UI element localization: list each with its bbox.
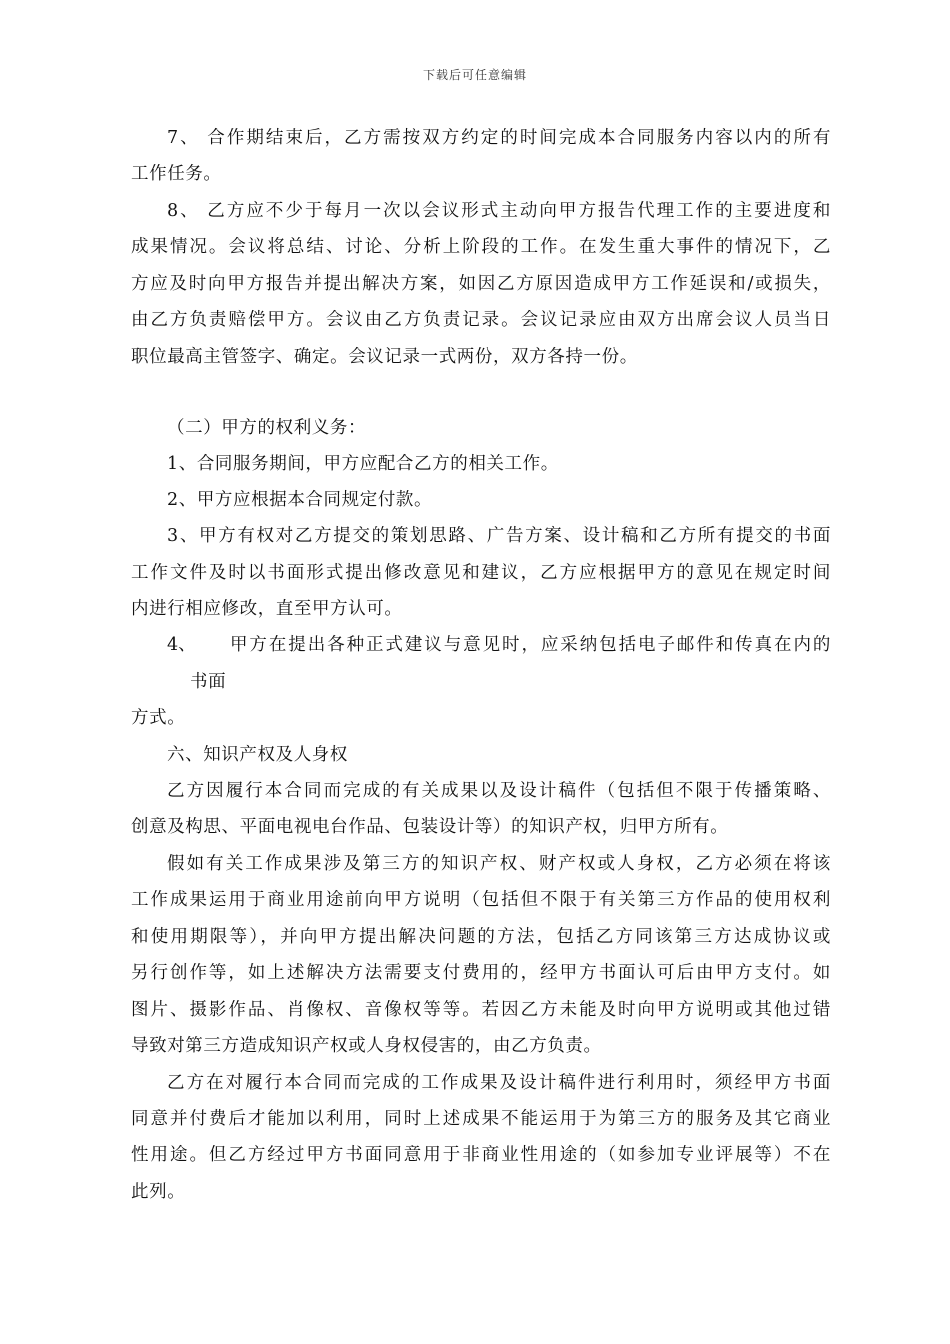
paragraph-line: 此列。 xyxy=(131,1182,186,1202)
paragraph-line: 另行创作等，如上述解决方法需要支付费用的，经甲方书面认可后由甲方支付。如 xyxy=(131,963,831,983)
paragraph-line: 乙方因履行本合同而完成的有关成果以及设计稿件（包括但不限于传播策略、 xyxy=(167,781,831,801)
paragraph-line: 书面 xyxy=(190,672,227,692)
section-heading: 六、知识产权及人身权 xyxy=(167,745,348,765)
paragraph-line: 和使用期限等），并向甲方提出解决问题的方法，包括乙方同该第三方达成协议或 xyxy=(131,927,831,947)
list-item: 3、甲方有权对乙方提交的策划思路、广告方案、设计稿和乙方所有提交的书面 xyxy=(167,526,831,546)
paragraph-line: 职位最高主管签字、确定。会议记录一式两份，双方各持一份。 xyxy=(131,347,638,367)
paragraph-line: 7、 合作期结束后，乙方需按双方约定的时间完成本合同服务内容以内的所有 xyxy=(167,128,831,148)
paragraph-line: 工作成果运用于商业用途前向甲方说明（包括但不限于有关第三方作品的使用权利 xyxy=(131,890,831,910)
paragraph-line: 方式。 xyxy=(131,708,186,728)
paragraph-line: 乙方在对履行本合同而完成的工作成果及设计稿件进行利用时，须经甲方书面 xyxy=(167,1073,831,1093)
paragraph-line: 假如有关工作成果涉及第三方的知识产权、财产权或人身权，乙方必须在将该 xyxy=(167,854,831,874)
paragraph-line: 图片、摄影作品、肖像权、音像权等等。若因乙方未能及时向甲方说明或其他过错 xyxy=(131,1000,831,1020)
list-item: 1、合同服务期间，甲方应配合乙方的相关工作。 xyxy=(167,454,559,474)
paragraph-line: 工作任务。 xyxy=(131,164,222,184)
paragraph-line: 成果情况。会议将总结、讨论、分析上阶段的工作。在发生重大事件的情况下，乙 xyxy=(131,237,831,257)
paragraph-line: 同意并付费后才能加以利用，同时上述成果不能运用于为第三方的服务及其它商业 xyxy=(131,1109,831,1129)
list-item: 甲方在提出各种正式建议与意见时，应采纳包括电子邮件和传真在内的 xyxy=(230,635,831,655)
paragraph-line: 由乙方负责赔偿甲方。会议由乙方负责记录。会议记录应由双方出席会议人员当日 xyxy=(131,310,831,330)
paragraph-line: 方应及时向甲方报告并提出解决方案，如因乙方原因造成甲方工作延误和/或损失， xyxy=(131,274,831,294)
paragraph-line: 8、 乙方应不少于每月一次以会议形式主动向甲方报告代理工作的主要进度和 xyxy=(167,201,831,221)
section-heading: （二）甲方的权利义务： xyxy=(167,418,367,438)
paragraph-line: 性用途。但乙方经过甲方书面同意用于非商业性用途的（如参加专业评展等）不在 xyxy=(131,1145,831,1165)
paragraph-line: 创意及构思、平面电视电台作品、包装设计等）的知识产权，归甲方所有。 xyxy=(131,817,729,837)
page-header: 下载后可任意编辑 xyxy=(422,68,527,82)
paragraph-line: 工作文件及时以书面形式提出修改意见和建议，乙方应根据甲方的意见在规定时间 xyxy=(131,563,831,583)
list-number: 4、 xyxy=(167,635,196,655)
list-item: 2、甲方应根据本合同规定付款。 xyxy=(167,490,433,510)
paragraph-line: 导致对第三方造成知识产权或人身权侵害的，由乙方负责。 xyxy=(131,1036,602,1056)
paragraph-line: 内进行相应修改，直至甲方认可。 xyxy=(131,599,403,619)
